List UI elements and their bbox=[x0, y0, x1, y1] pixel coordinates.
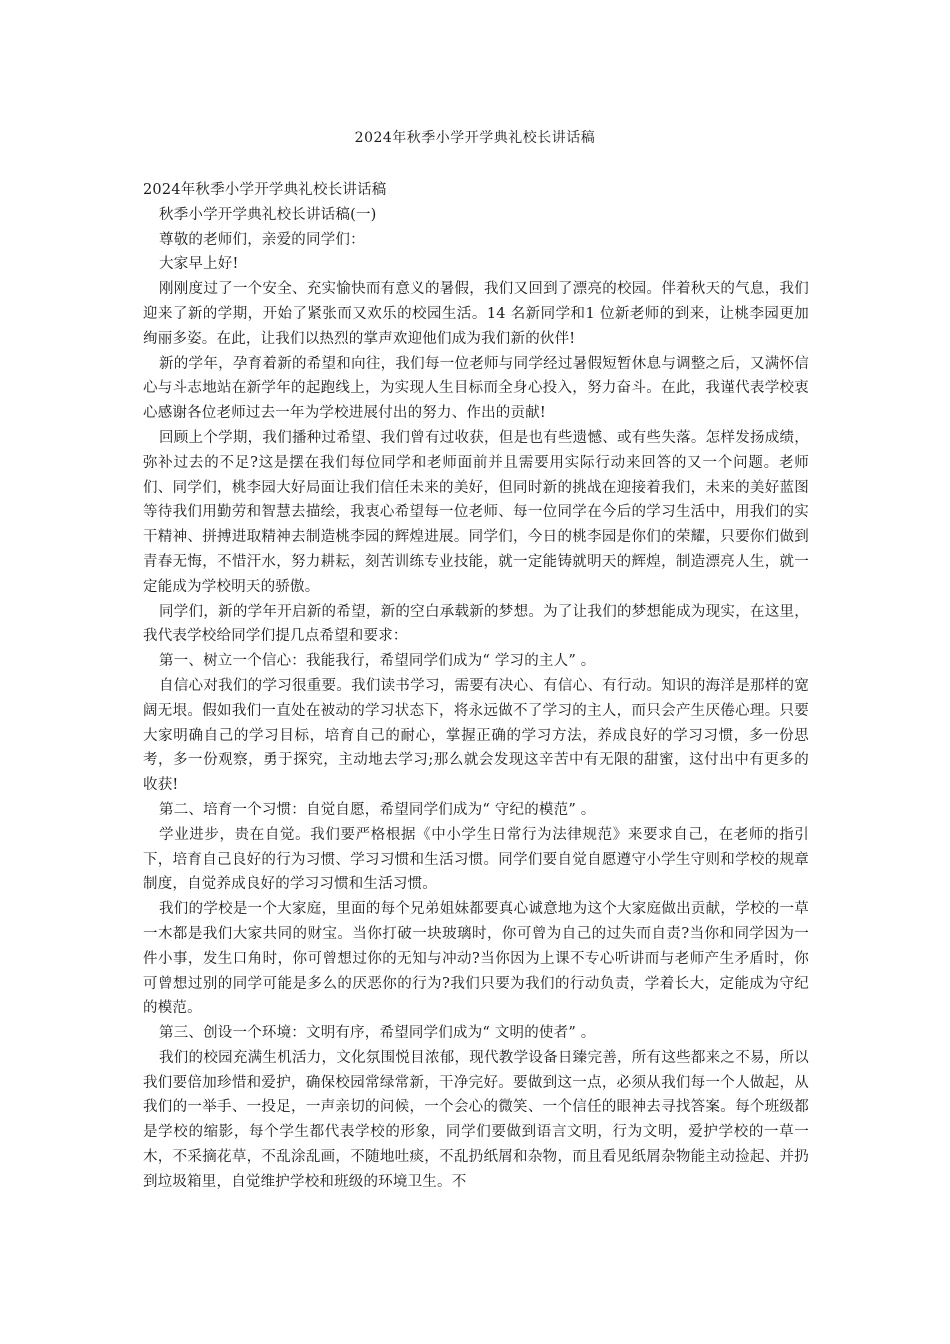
paragraph: 自信心对我们的学习很重要。我们读书学习，需要有决心、有信心、有行动。知识的海洋是那样的宽阔无垠。假如我们一直处在被动的学习状态下，将永远做不了学习的主人，而只会产生厌倦心理。只要大家明确自己的学习目标，培育自己的耐心，掌握正确的学习方法，养成良好的学习习惯，多一份思考，多一份观察，勇于探究，主动地去学习;那么就会发现这辛苦中有无限的甜蜜，这付出中有更多的收获! bbox=[143, 677, 809, 794]
paragraph: 回顾上个学期，我们播种过希望、我们曾有过收获，但是也有些遗憾、或有些失落。怎样发扬成绩，弥补过去的不足?这是摆在我们每位同学和老师面前并且需要用实际行动来回答的又一个问题。老师们、同学们，桃李园大好局面让我们信任未来的美好，但同时新的挑战在迎接着我们，未来的美好蓝图等待我们用勤劳和智慧去描绘，我衷心希望每一位老师、每一位同学在今后的学习生活中，用我们的实干精神、拼搏进取精神去制造桃李园的辉煌进展。同学们，今日的桃李园是你们的荣耀，只要你们做到青春无悔，不惜汗水，努力耕耘，刻苦训练专业技能，就一定能铸就明天的辉煌，制造漂亮人生，就一定能成为学校明天的骄傲。 bbox=[143, 429, 809, 595]
paragraph: 同学们，新的学年开启新的希望，新的空白承载新的梦想。为了让我们的梦想能成为现实，在这里，我代表学校给同学们提几点希望和要求： bbox=[143, 603, 809, 645]
page-title: 2024年秋季小学开学典礼校长讲话稿 bbox=[354, 130, 596, 146]
paragraph: 尊敬的老师们，亲爱的同学们： bbox=[159, 231, 365, 248]
paragraph: 学业进步，贵在自觉。我们要严格根据《中小学生日常行为法律规范》来要求自己，在老师的指引下，培育自己良好的行为习惯、学习习惯和生活习惯。同学们要自觉自愿遵守小学生守则和学校的规章制度，自觉养成良好的学习习惯和生活习惯。 bbox=[143, 826, 809, 893]
paragraph: 第二、培育一个习惯：自觉自愿，希望同学们成为“ 守纪的模范” 。 bbox=[159, 801, 596, 818]
paragraph: 新的学年，孕育着新的希望和向往，我们每一位老师与同学经过暑假短暂休息与调整之后，又满怀信心与斗志地站在新学年的起跑线上，为实现人生目标而全身心投入，努力奋斗。在此，我谨代表学校衷心感谢各位老师过去一年为学校进展付出的努力、作出的贡献! bbox=[143, 355, 809, 422]
paragraph: 我们的学校是一个大家庭，里面的每个兄弟姐妹都要真心诚意地为这个大家庭做出贡献，学校的一草一木都是我们大家共同的财宝。当你打破一块玻璃时，你可曾为自己的过失而自责?当你和同学因为一件小事，发生口角时，你可曾想过你的无知与冲动?当你因为上课不专心听讲而与老师产生矛盾时，你可曾想过别的同学可能是多么的厌恶你的行为?我们只要为我们的行动负责，学着长大，定能成为守纪的模范。 bbox=[143, 901, 809, 1017]
paragraph: 大家早上好! bbox=[159, 256, 239, 273]
paragraph: 刚刚度过了一个安全、充实愉快而有意义的暑假，我们又回到了漂亮的校园。伴着秋天的气息，我们迎来了新的学期，开始了紧张而又欢乐的校园生活。14 名新同学和1 位新老师的到来，让桃李园更加绚丽多姿。在此，让我们以热烈的掌声欢迎他们成为我们新的伙伴! bbox=[143, 281, 809, 347]
paragraph: 我们的校园充满生机活力，文化氛围悦目浓郁，现代教学设备日臻完善，所有这些都来之不易，所以我们要倍加珍惜和爱护，确保校园常绿常新，干净完好。要做到这一点，必须从我们每一个人做起，从我们的一举手、一投足，一声亲切的问候，一个会心的微笑、一个信任的眼神去寻找答案。每个班级都是学校的缩影，每个学生都代表学校的形象，同学们要做到语言文明，行为文明，爱护学校的一草一木，不采摘花草，不乱涂乱画，不随地吐痰，不乱扔纸屑和杂物，而且看见纸屑杂物能主动捡起、并扔到垃圾箱里，自觉维护学校和班级的环境卫生。不 bbox=[143, 1049, 809, 1190]
document-heading: 2024年秋季小学开学典礼校长讲话稿 bbox=[143, 182, 387, 198]
document-body bbox=[143, 178, 809, 1195]
paragraph: 第一、树立一个信心：我能我行，希望同学们成为“ 学习的主人” 。 bbox=[159, 653, 596, 670]
paragraph: 秋季小学开学典礼校长讲话稿(一) bbox=[159, 206, 377, 223]
paragraph: 第三、创设一个环境：文明有序，希望同学们成为“ 文明的使者” 。 bbox=[159, 1025, 596, 1042]
